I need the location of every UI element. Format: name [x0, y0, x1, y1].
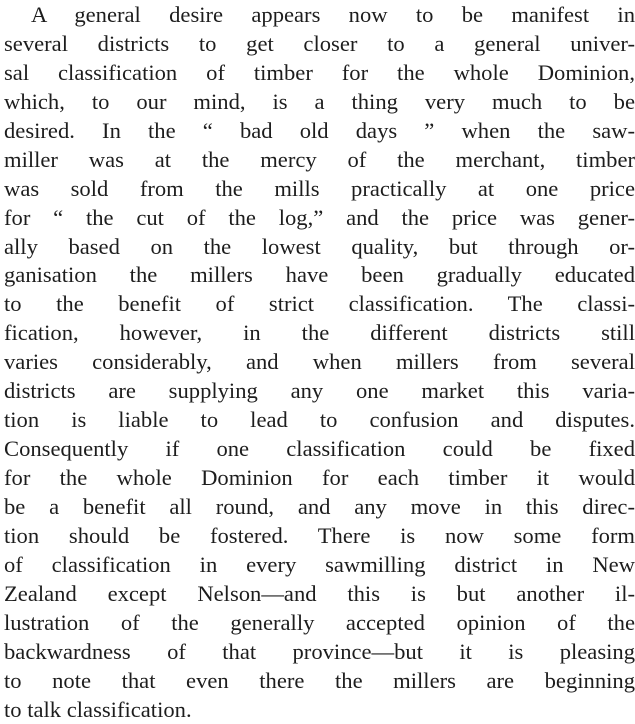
paragraph-line: ally based on the lowest quality, but through or-	[4, 233, 635, 262]
paragraph-line: backwardness of that province—but it is pleasing	[4, 638, 635, 667]
paragraph-line: to talk classification.	[4, 696, 635, 724]
paragraph-line: tion should be fostered. There is now some form	[4, 522, 635, 551]
paragraph-line: fication, however, in the different districts still	[4, 319, 635, 348]
article-paragraph	[4, 1, 635, 724]
paragraph-line: Zealand except Nelson—and this is but another il-	[4, 580, 635, 609]
paragraph-line: lustration of the generally accepted opinion of the	[4, 609, 635, 638]
paragraph-line: desired. In the “ bad old days ” when the saw-	[4, 117, 635, 146]
paragraph-line: sal classification of timber for the whole Dominion,	[4, 59, 635, 88]
paragraph-line: of classification in every sawmilling district in New	[4, 551, 635, 580]
paragraph-line: Consequently if one classification could be fixed	[4, 435, 635, 464]
paragraph-line: for the whole Dominion for each timber it would	[4, 464, 635, 493]
paragraph-line: several districts to get closer to a general univer-	[4, 30, 635, 59]
paragraph-line: A general desire appears now to be manifest in	[4, 1, 635, 30]
paragraph-line: tion is liable to lead to confusion and disputes.	[4, 406, 635, 435]
paragraph-line: districts are supplying any one market this varia-	[4, 377, 635, 406]
paragraph-line: was sold from the mills practically at one price	[4, 175, 635, 204]
paragraph-line: for “ the cut of the log,” and the price was gener-	[4, 204, 635, 233]
paragraph-line: ganisation the millers have been gradually educated	[4, 261, 635, 290]
paragraph-line: to note that even there the millers are beginning	[4, 667, 635, 696]
paragraph-line: miller was at the mercy of the merchant, timber	[4, 146, 635, 175]
paragraph-line: be a benefit all round, and any move in this direc-	[4, 493, 635, 522]
paragraph-line: varies considerably, and when millers from several	[4, 348, 635, 377]
paragraph-line: which, to our mind, is a thing very much to be	[4, 88, 635, 117]
paragraph-line: to the benefit of strict classification. The classi-	[4, 290, 635, 319]
